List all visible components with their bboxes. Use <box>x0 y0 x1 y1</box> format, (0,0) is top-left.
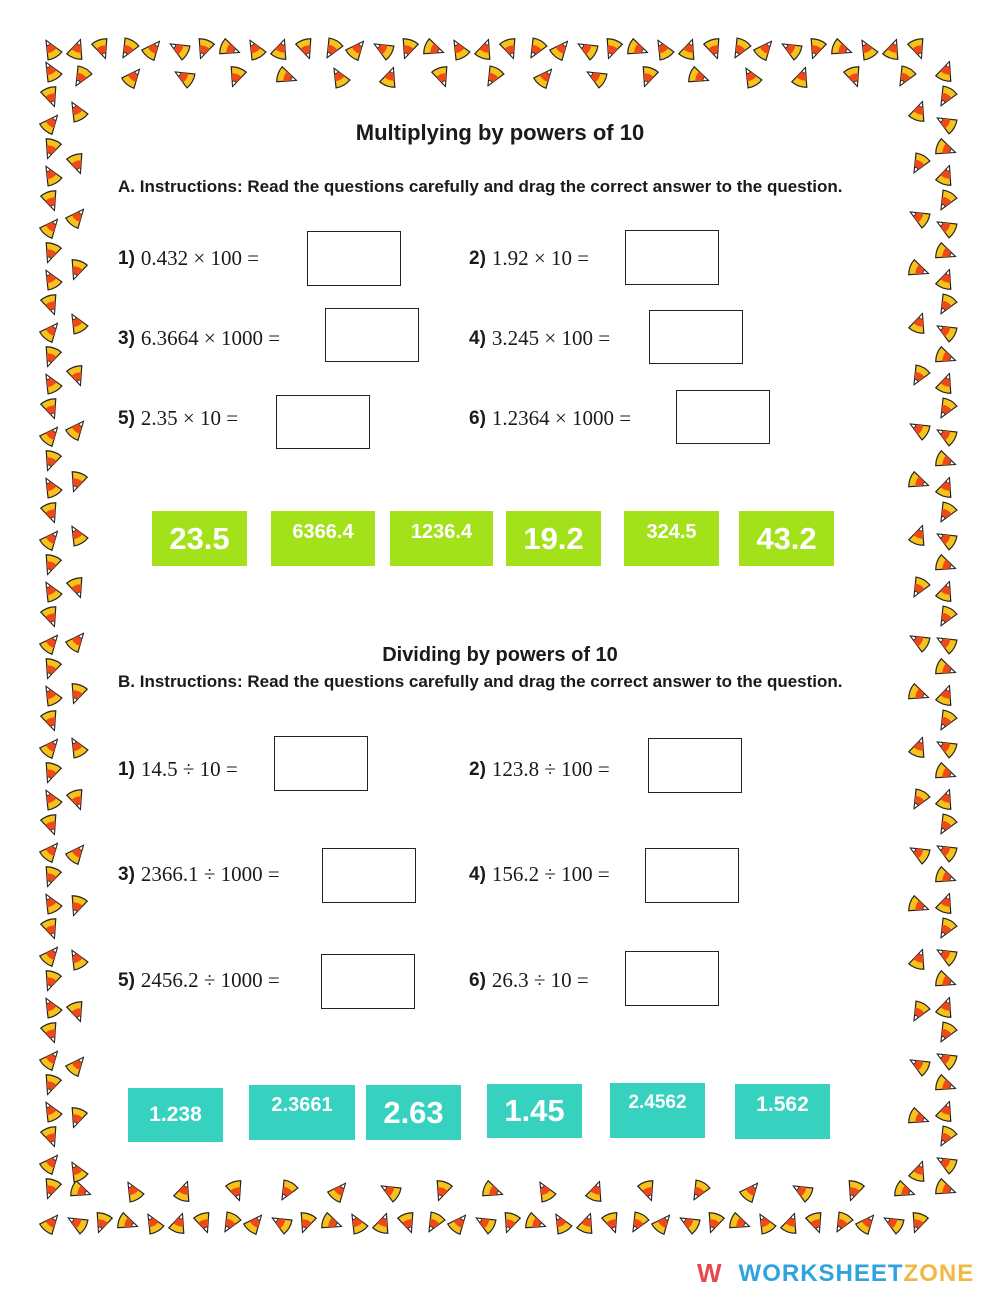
candy-corn-icon <box>36 56 66 86</box>
candy-corn-icon <box>375 1176 405 1206</box>
logo-text-part1: WORKSHEET <box>738 1259 904 1287</box>
candy-corn-icon <box>931 602 961 632</box>
candy-corn-icon <box>63 468 91 496</box>
candy-corn-icon <box>931 836 961 866</box>
candy-corn-icon <box>904 149 934 179</box>
candy-corn-icon <box>520 34 550 64</box>
candy-corn-icon <box>826 1208 856 1238</box>
question-b4 <box>469 862 610 887</box>
candy-corn-icon <box>931 1148 961 1178</box>
candy-corn-icon <box>931 1044 961 1074</box>
candy-corn-icon <box>750 1208 780 1238</box>
question-expression: 123.8 ÷ 100 = <box>491 757 610 781</box>
candy-corn-icon <box>878 35 906 63</box>
candy-corn-icon <box>932 863 960 891</box>
candy-corn-icon <box>427 63 455 91</box>
candy-corn-icon <box>36 524 67 555</box>
question-number: 1) <box>118 758 135 780</box>
candy-corn-icon <box>932 161 960 189</box>
candy-corn-icon <box>316 34 346 64</box>
candy-corn-icon <box>598 35 626 63</box>
candy-corn-icon <box>931 394 961 424</box>
candy-corn-icon <box>546 34 577 65</box>
candy-corn-icon <box>931 914 961 944</box>
candy-corn-icon <box>63 1104 91 1132</box>
candy-corn-icon <box>112 34 142 64</box>
candy-corn-icon <box>36 576 66 606</box>
candy-corn-icon <box>36 368 66 398</box>
answer-drop-box-b6[interactable] <box>625 951 719 1006</box>
candy-corn-icon <box>117 1176 147 1206</box>
candy-corn-icon <box>470 35 498 63</box>
candy-corn-icon <box>802 35 830 63</box>
question-number: 4) <box>469 327 486 349</box>
candy-corn-icon <box>63 680 91 708</box>
candy-corn-icon <box>36 472 66 502</box>
answer-drop-box-a5[interactable] <box>276 395 370 449</box>
candy-corn-icon <box>904 202 934 232</box>
candy-corn-icon <box>36 836 67 867</box>
candy-corn-icon <box>931 186 961 216</box>
candy-corn-icon <box>63 256 91 284</box>
candy-corn-icon <box>62 35 90 63</box>
answer-drop-box-a3[interactable] <box>325 308 419 362</box>
candy-corn-icon <box>931 940 961 970</box>
candy-corn-icon <box>776 1209 804 1237</box>
section-a-instructions: A. Instructions: Read the questions carefully and drag the correct answer to the question. <box>118 177 843 196</box>
candy-corn-icon <box>323 1176 354 1207</box>
question-number: 4) <box>469 863 486 885</box>
candy-corn-icon <box>62 202 93 233</box>
candy-corn-icon <box>931 420 961 450</box>
candy-corn-icon <box>932 265 960 293</box>
candy-corn-icon <box>61 1208 91 1238</box>
candy-corn-icon <box>164 1209 192 1237</box>
candy-corn-icon <box>37 1071 65 1099</box>
candy-corn-icon <box>37 1175 65 1203</box>
candy-corn-icon <box>581 62 611 92</box>
candy-corn-icon <box>37 291 65 319</box>
candy-corn-icon <box>367 34 397 64</box>
candy-corn-icon <box>37 83 65 111</box>
candy-corn-icon <box>623 35 651 63</box>
candy-corn-icon <box>215 35 243 63</box>
candy-corn-icon <box>36 784 66 814</box>
candy-corn-icon <box>394 1209 422 1237</box>
candy-corn-icon <box>323 62 353 92</box>
candy-corn-icon <box>221 63 249 91</box>
candy-corn-icon <box>37 863 65 891</box>
candy-corn-icon <box>674 35 702 63</box>
question-expression: 3.245 × 100 = <box>491 326 611 350</box>
candy-corn-icon <box>36 1096 66 1126</box>
candy-corn-icon <box>904 414 934 444</box>
question-expression: 1.92 × 10 = <box>491 246 590 270</box>
answer-drop-box-b3[interactable] <box>322 848 416 903</box>
candy-corn-icon <box>932 343 960 371</box>
candy-corn-icon <box>63 892 91 920</box>
candy-corn-icon <box>931 706 961 736</box>
candy-corn-icon <box>932 239 960 267</box>
candy-corn-icon <box>648 1208 679 1239</box>
logo-w-icon: W <box>697 1258 723 1288</box>
candy-corn-icon <box>36 1148 67 1179</box>
answer-tile-a1[interactable]: 23.5 <box>152 511 247 566</box>
candy-corn-icon <box>169 62 199 92</box>
candy-corn-icon <box>904 573 934 603</box>
candy-corn-icon <box>37 603 65 631</box>
candy-corn-icon <box>931 810 961 840</box>
candy-corn-icon <box>37 915 65 943</box>
candy-corn-icon <box>802 1209 830 1237</box>
candy-corn-icon <box>62 838 93 869</box>
candy-corn-icon <box>598 1209 626 1237</box>
candy-corn-icon <box>427 1177 455 1205</box>
answer-tile-b3[interactable]: 2.63 <box>366 1085 461 1140</box>
candy-corn-icon <box>62 1156 92 1186</box>
candy-corn-icon <box>735 1176 766 1207</box>
logo-text-part2: ZONE <box>903 1259 975 1287</box>
question-number: 3) <box>118 863 135 885</box>
candy-corn-icon <box>931 212 961 242</box>
candy-corn-icon <box>633 63 661 91</box>
candy-corn-icon <box>36 264 66 294</box>
candy-corn-icon <box>36 732 67 763</box>
candy-corn-icon <box>931 316 961 346</box>
candy-corn-icon <box>36 34 66 64</box>
candy-corn-icon <box>62 308 92 338</box>
candy-corn-icon <box>63 574 91 602</box>
candy-corn-icon <box>932 1071 960 1099</box>
candy-corn-icon <box>529 1176 559 1206</box>
question-number: 6) <box>469 969 486 991</box>
candy-corn-icon <box>904 838 934 868</box>
candy-corn-icon <box>877 1208 907 1238</box>
candy-corn-icon <box>788 63 816 91</box>
candy-corn-icon <box>190 35 218 63</box>
candy-corn-icon <box>931 524 961 554</box>
candy-corn-icon <box>932 993 960 1021</box>
candy-corn-icon <box>138 1208 168 1238</box>
candy-corn-icon <box>571 34 601 64</box>
candy-corn-icon <box>221 1177 249 1205</box>
question-b3 <box>118 862 280 887</box>
candy-corn-icon <box>37 499 65 527</box>
candy-corn-icon <box>932 473 960 501</box>
candy-corn-icon <box>163 34 193 64</box>
candy-corn-icon <box>931 82 961 112</box>
candy-corn-icon <box>931 498 961 528</box>
candy-corn-icon <box>725 1209 753 1237</box>
section-a-title: Multiplying by powers of 10 <box>355 120 645 145</box>
answer-drop-box-b5[interactable] <box>321 954 415 1009</box>
candy-corn-icon <box>292 1209 320 1237</box>
candy-corn-icon <box>113 1209 141 1237</box>
candy-corn-icon <box>37 447 65 475</box>
answer-tile-b1[interactable]: 1.238 <box>128 1088 223 1142</box>
candy-corn-icon <box>342 1208 372 1238</box>
candy-corn-icon <box>904 1050 934 1080</box>
candy-corn-icon <box>368 1209 396 1237</box>
candy-corn-icon <box>633 1177 661 1205</box>
answer-drop-box-a1[interactable] <box>307 231 401 286</box>
candy-corn-icon <box>37 395 65 423</box>
candy-corn-icon <box>37 811 65 839</box>
question-a6 <box>469 406 631 431</box>
question-b1 <box>118 757 238 782</box>
candy-corn-icon <box>932 369 960 397</box>
section-b-title: Dividing by powers of 10 <box>382 644 618 666</box>
candy-corn-icon <box>673 1208 703 1238</box>
answer-tile-b2[interactable]: 2.3661 <box>249 1085 355 1140</box>
question-number: 6) <box>469 407 486 429</box>
candy-corn-icon <box>37 1123 65 1151</box>
candy-corn-icon <box>932 447 960 475</box>
question-number: 1) <box>118 247 135 269</box>
candy-corn-icon <box>905 256 933 284</box>
candy-corn-icon <box>63 362 91 390</box>
candy-corn-icon <box>890 62 920 92</box>
candy-corn-icon <box>932 1175 960 1203</box>
candy-corn-icon <box>622 1208 652 1238</box>
candy-corn-icon <box>419 35 447 63</box>
candy-corn-icon <box>62 732 92 762</box>
candy-corn-icon <box>931 1122 961 1152</box>
candy-corn-icon <box>66 62 96 92</box>
candy-corn-icon <box>36 680 66 710</box>
candy-corn-icon <box>685 63 713 91</box>
candy-corn-icon <box>904 35 932 63</box>
candy-corn-icon <box>496 1209 524 1237</box>
candy-corn-icon <box>700 1209 728 1237</box>
candy-corn-icon <box>342 34 373 65</box>
candy-corn-icon <box>724 34 754 64</box>
question-b5 <box>118 968 280 993</box>
question-number: 3) <box>118 327 135 349</box>
candy-corn-icon <box>905 945 933 973</box>
answer-drop-box-a6[interactable] <box>676 390 770 444</box>
candy-corn-icon <box>905 309 933 337</box>
candy-corn-icon <box>36 160 66 190</box>
question-expression: 2456.2 ÷ 1000 = <box>140 968 280 992</box>
candy-corn-icon <box>932 759 960 787</box>
candy-corn-icon <box>521 1209 549 1237</box>
answer-tile-a5[interactable]: 324.5 <box>624 511 719 566</box>
section-b-instructions: B. Instructions: Read the questions carefully and drag the correct answer to the question. <box>118 672 843 691</box>
candy-corn-icon <box>37 759 65 787</box>
candy-corn-icon <box>905 1157 933 1185</box>
question-b6 <box>469 968 589 993</box>
candy-corn-icon <box>891 1177 919 1205</box>
candy-corn-icon <box>904 997 934 1027</box>
candy-corn-icon <box>546 1208 576 1238</box>
candy-corn-icon <box>36 1044 67 1075</box>
candy-corn-icon <box>648 34 678 64</box>
worksheetzone-logo[interactable] <box>697 1258 974 1289</box>
answer-tile-a6[interactable]: 43.2 <box>739 511 834 566</box>
candy-corn-icon <box>827 35 855 63</box>
candy-corn-icon <box>117 62 148 93</box>
candy-corn-icon <box>36 1208 67 1239</box>
candy-corn-icon <box>904 785 934 815</box>
question-number: 5) <box>118 969 135 991</box>
candy-corn-icon <box>905 521 933 549</box>
question-expression: 2366.1 ÷ 1000 = <box>140 862 280 886</box>
question-number: 2) <box>469 758 486 780</box>
candy-corn-icon <box>36 992 66 1022</box>
answer-tile-a4[interactable]: 19.2 <box>506 511 601 566</box>
candy-corn-icon <box>36 940 67 971</box>
candy-corn-icon <box>418 1208 448 1238</box>
candy-corn-icon <box>272 1176 302 1206</box>
candy-corn-icon <box>700 35 728 63</box>
candy-corn-icon <box>932 551 960 579</box>
answer-tile-b4[interactable]: 1.45 <box>487 1084 582 1138</box>
candy-corn-icon <box>36 316 67 347</box>
answer-drop-box-a2[interactable] <box>625 230 719 285</box>
candy-corn-icon <box>932 577 960 605</box>
question-expression: 2.35 × 10 = <box>140 406 239 430</box>
candy-corn-icon <box>292 35 320 63</box>
candy-corn-icon <box>572 1209 600 1237</box>
candy-corn-icon <box>317 1209 345 1237</box>
candy-corn-icon <box>904 361 934 391</box>
candy-corn-icon <box>932 967 960 995</box>
answer-drop-box-b2[interactable] <box>648 738 742 793</box>
candy-corn-icon <box>214 1208 244 1238</box>
candy-corn-icon <box>273 63 301 91</box>
question-number: 5) <box>118 407 135 429</box>
question-number: 2) <box>469 247 486 269</box>
candy-corn-icon <box>932 57 960 85</box>
candy-corn-icon <box>750 34 781 65</box>
candy-corn-icon <box>582 1177 610 1205</box>
candy-corn-icon <box>266 35 294 63</box>
candy-corn-icon <box>932 785 960 813</box>
candy-corn-icon <box>63 786 91 814</box>
candy-corn-icon <box>36 420 67 451</box>
candy-corn-icon <box>37 707 65 735</box>
candy-corn-icon <box>190 1209 218 1237</box>
candy-corn-icon <box>394 35 422 63</box>
candy-corn-icon <box>905 892 933 920</box>
candy-corn-icon <box>444 34 474 64</box>
candy-corn-icon <box>787 1176 817 1206</box>
candy-corn-icon <box>684 1176 714 1206</box>
answer-drop-box-b1[interactable] <box>274 736 368 791</box>
candy-corn-icon <box>240 1208 271 1239</box>
question-expression: 6.3664 × 1000 = <box>140 326 281 350</box>
candy-corn-icon <box>444 1208 475 1239</box>
candy-corn-icon <box>63 998 91 1026</box>
candy-corn-icon <box>735 62 765 92</box>
candy-corn-icon <box>88 1209 116 1237</box>
candy-corn-icon <box>37 1019 65 1047</box>
candy-corn-icon <box>932 681 960 709</box>
question-expression: 1.2364 × 1000 = <box>491 406 632 430</box>
candy-corn-icon <box>36 212 67 243</box>
question-expression: 156.2 ÷ 100 = <box>491 862 610 886</box>
candy-corn-icon <box>931 1018 961 1048</box>
candy-corn-icon <box>62 414 93 445</box>
candy-corn-icon <box>138 34 169 65</box>
candy-corn-icon <box>37 551 65 579</box>
candy-corn-icon <box>37 187 65 215</box>
answer-tile-b6[interactable]: 1.562 <box>735 1084 830 1139</box>
answer-tile-a2[interactable]: 6366.4 <box>271 511 375 566</box>
question-a5 <box>118 406 238 431</box>
question-expression: 26.3 ÷ 10 = <box>491 968 589 992</box>
candy-corn-icon <box>62 944 92 974</box>
answer-drop-box-b4[interactable] <box>645 848 739 903</box>
candy-corn-icon <box>62 520 92 550</box>
candy-corn-icon <box>775 34 805 64</box>
candy-corn-icon <box>904 1209 932 1237</box>
candy-corn-icon <box>37 343 65 371</box>
candy-corn-icon <box>37 967 65 995</box>
candy-corn-icon <box>529 62 560 93</box>
candy-corn-icon <box>170 1177 198 1205</box>
candy-corn-icon <box>839 1177 867 1205</box>
candy-corn-icon <box>469 1208 499 1238</box>
question-expression: 14.5 ÷ 10 = <box>140 757 238 781</box>
candy-corn-icon <box>931 732 961 762</box>
candy-corn-icon <box>88 35 116 63</box>
candy-corn-icon <box>496 35 524 63</box>
candy-corn-icon <box>852 34 882 64</box>
question-a2 <box>469 246 589 271</box>
candy-corn-icon <box>931 290 961 320</box>
candy-corn-icon <box>932 1097 960 1125</box>
candy-corn-icon <box>62 1050 93 1081</box>
question-b2 <box>469 757 610 782</box>
candy-corn-icon <box>905 733 933 761</box>
candy-corn-icon <box>478 62 508 92</box>
question-a3 <box>118 326 280 351</box>
question-a4 <box>469 326 610 351</box>
candy-corn-icon <box>37 239 65 267</box>
answer-drop-box-a4[interactable] <box>649 310 743 364</box>
candy-corn-icon <box>905 680 933 708</box>
candy-corn-icon <box>839 63 867 91</box>
candy-corn-icon <box>852 1208 883 1239</box>
candy-corn-icon <box>905 468 933 496</box>
candy-corn-icon <box>376 63 404 91</box>
question-expression: 0.432 × 100 = <box>140 246 260 270</box>
candy-corn-icon <box>240 34 270 64</box>
candy-corn-icon <box>905 1104 933 1132</box>
candy-corn-icon <box>63 150 91 178</box>
candy-corn-icon <box>479 1177 507 1205</box>
answer-tile-b5[interactable]: 2.4562 <box>610 1083 705 1138</box>
question-a1 <box>118 246 259 271</box>
candy-corn-icon <box>932 889 960 917</box>
answer-tile-a3[interactable]: 1236.4 <box>390 511 493 566</box>
candy-corn-icon <box>265 1208 295 1238</box>
candy-corn-icon <box>36 888 66 918</box>
candy-corn-icon <box>67 1177 95 1205</box>
